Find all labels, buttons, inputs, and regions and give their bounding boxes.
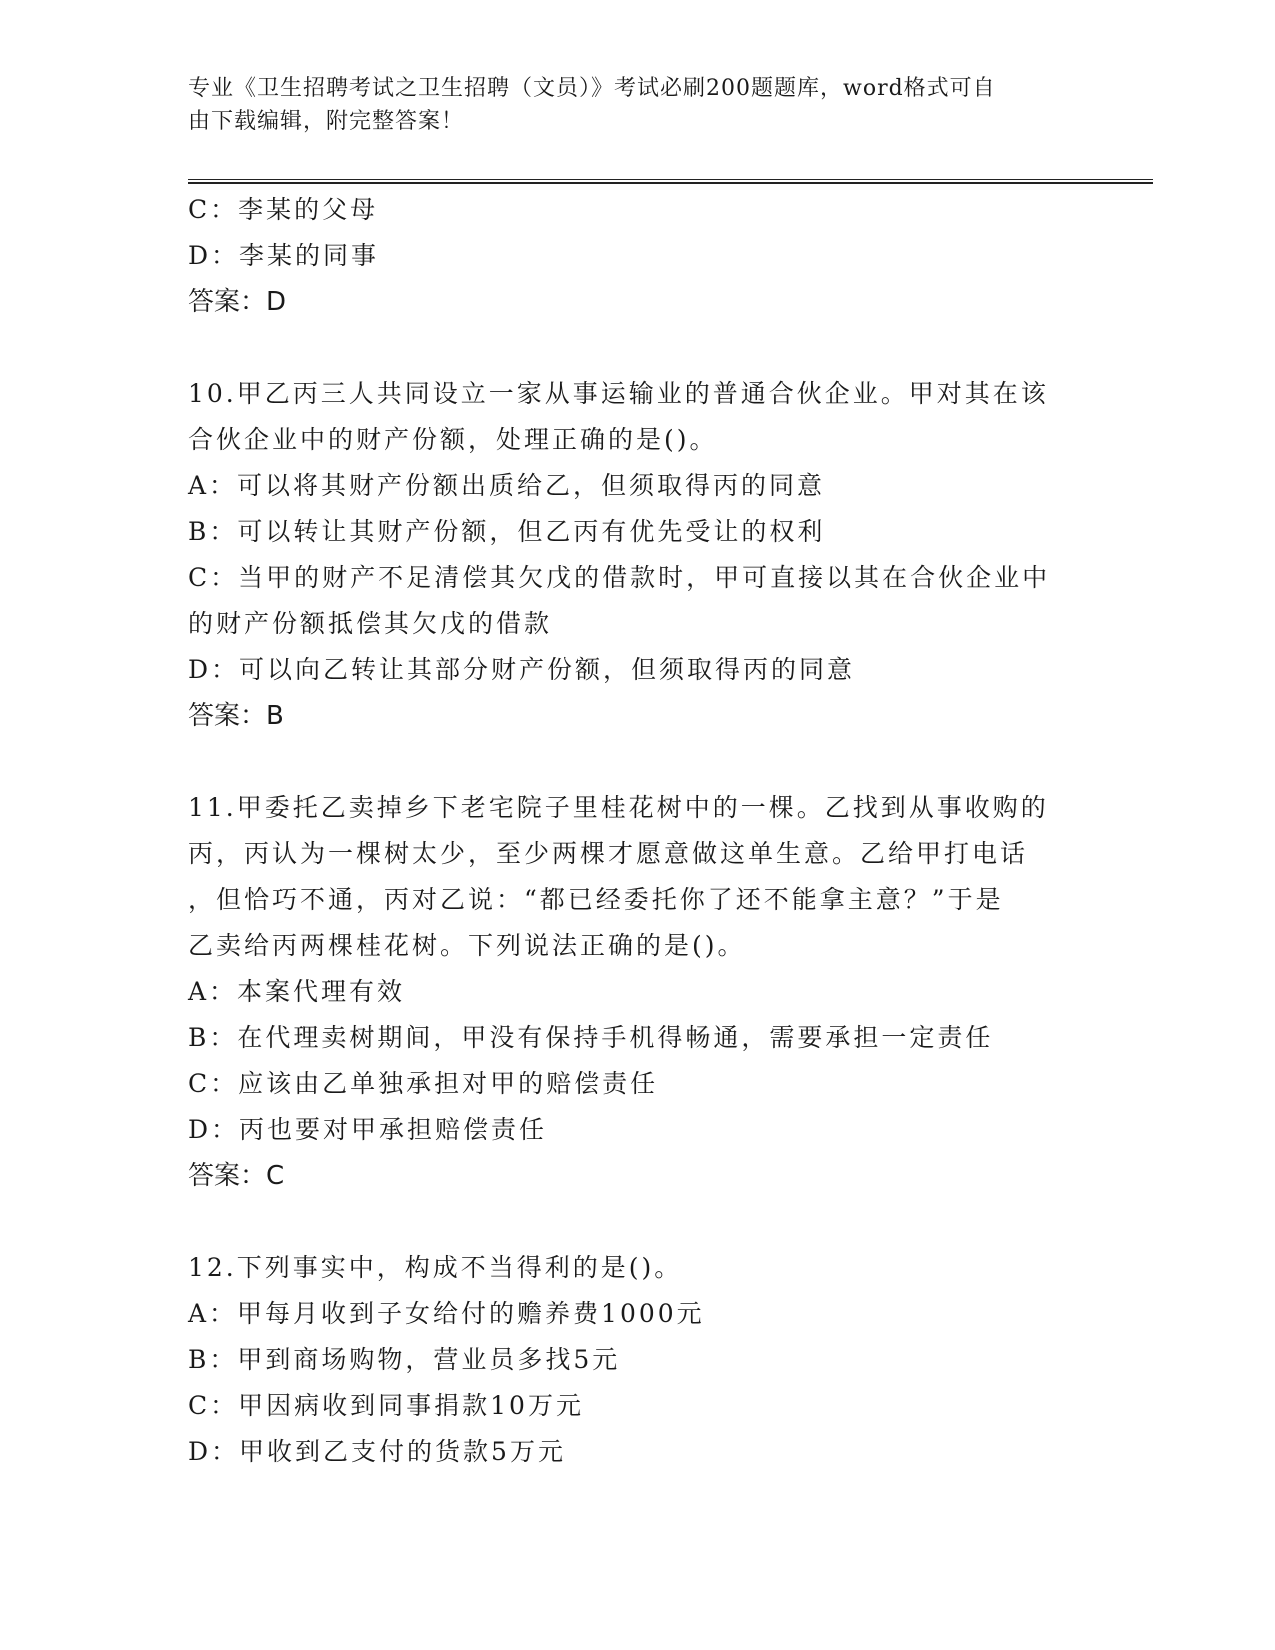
option-d: D：甲收到乙支付的货款5万元 [188,1437,566,1466]
option-c: C：当甲的财产不足清偿其欠戊的借款时，甲可直接以其在合伙企业中 [188,563,1051,592]
question-9-tail [188,187,1088,325]
option-c-continued: 的财产份额抵偿其欠戊的借款 [188,609,553,638]
option-d: D：可以向乙转让其部分财产份额，但须取得丙的同意 [188,655,856,684]
spacer [188,1199,1088,1245]
option-a: A：可以将其财产份额出质给乙，但须取得丙的同意 [188,471,826,500]
option-a: A：本案代理有效 [188,977,406,1006]
option-a: A：甲每月收到子女给付的赡养费1000元 [188,1299,705,1328]
answer-line: 答案：B [188,701,284,731]
question-content [188,187,1088,1475]
question-stem: 12.下列事实中，构成不当得利的是()。 [188,1253,683,1282]
question-10 [188,371,1088,739]
option-d: D：李某的同事 [188,241,380,270]
question-stem: 11.甲委托乙卖掉乡下老宅院子里桂花树中的一棵。乙找到从事收购的 [188,793,1049,822]
question-stem: 丙，丙认为一棵树太少，至少两棵才愿意做这单生意。乙给甲打电话 [188,839,1029,868]
spacer [188,325,1088,371]
header-divider [188,179,1153,184]
document-header [188,72,1068,138]
question-stem: 10.甲乙丙三人共同设立一家从事运输业的普通合伙企业。甲对其在该 [188,379,1049,408]
option-c: C：应该由乙单独承担对甲的赔偿责任 [188,1069,659,1098]
question-stem: 乙卖给丙两棵桂花树。下列说法正确的是()。 [188,931,746,960]
header-title-line-2: 由下载编辑，附完整答案！ [188,109,465,134]
answer-line: 答案：C [188,1161,285,1191]
question-stem: 合伙企业中的财产份额，处理正确的是()。 [188,425,718,454]
spacer [188,739,1088,785]
option-b: B：甲到商场购物，营业员多找5元 [188,1345,621,1374]
option-c: C：李某的父母 [188,195,379,224]
option-b: B：可以转让其财产份额，但乙丙有优先受让的权利 [188,517,826,546]
option-c: C：甲因病收到同事捐款10万元 [188,1391,584,1420]
answer-line: 答案：D [188,287,287,317]
question-12 [188,1245,1088,1475]
question-11 [188,785,1088,1199]
option-d: D：丙也要对甲承担赔偿责任 [188,1115,548,1144]
option-b: B：在代理卖树期间，甲没有保持手机得畅通，需要承担一定责任 [188,1023,994,1052]
header-title-line-1: 专业《卫生招聘考试之卫生招聘（文员）》考试必刷200题题库，word格式可自 [188,76,996,101]
question-stem: ，但恰巧不通，丙对乙说：“都已经委托你了还不能拿主意？”于是 [188,885,1004,914]
